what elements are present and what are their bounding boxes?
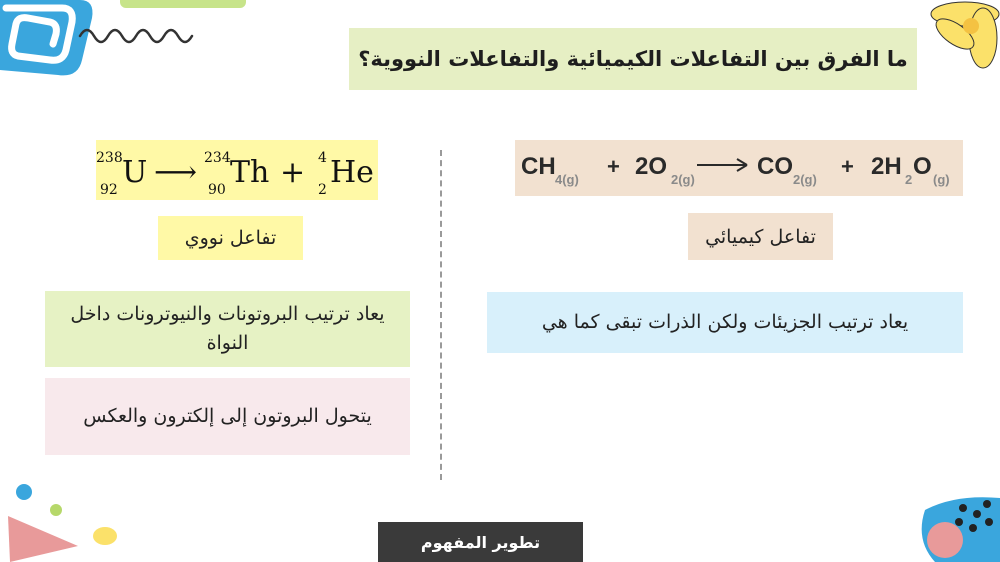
chem-term-h2: 2H xyxy=(871,153,902,180)
chemical-reaction-label-text: تفاعل كيميائي xyxy=(705,225,816,248)
u-mass: 238 xyxy=(96,150,123,166)
footer-banner xyxy=(378,522,583,562)
chem-sub-g: (g) xyxy=(933,172,950,187)
he-atomic: 2 xyxy=(318,182,327,198)
chem-term-o: O xyxy=(913,153,932,180)
chem-plus-2: + xyxy=(841,154,854,179)
nuclear-fact-rearrange xyxy=(45,291,410,367)
squiggle-icon xyxy=(78,20,196,50)
dots-blob-icon xyxy=(915,490,1000,562)
page-title-box xyxy=(349,28,917,90)
triangle-icon xyxy=(0,480,130,562)
chem-sub-h2: 2 xyxy=(905,172,913,187)
nuclear-reaction-label-text: تفاعل نووي xyxy=(184,227,277,249)
nuclear-reaction-label xyxy=(158,216,303,260)
chem-sub-o2: 2(g) xyxy=(671,172,695,187)
th-symbol: Th xyxy=(230,155,270,190)
he-mass: 4 xyxy=(318,150,327,166)
column-divider xyxy=(440,150,442,480)
nuclear-fact-rearrange-text: يعاد ترتيب البروتونات والنيوترونات داخل النواة xyxy=(70,302,385,354)
th-mass: 234 xyxy=(204,150,231,166)
u-atomic: 92 xyxy=(100,182,118,198)
chemical-fact-rearrange xyxy=(487,292,963,353)
chem-sub-ch: 4(g) xyxy=(555,172,579,187)
chem-term-co2: CO xyxy=(757,153,793,180)
chem-plus-1: + xyxy=(607,154,620,179)
chemical-equation xyxy=(515,140,963,196)
footer-label: تطوير المفهوم xyxy=(420,532,541,552)
nuclear-plus: + xyxy=(280,155,306,190)
nuclear-fact-convert-text: يتحول البروتون إلى إلكترون والعكس xyxy=(83,404,372,427)
th-atomic: 90 xyxy=(208,182,226,198)
chemical-fact-rearrange-text: يعاد ترتيب الجزيئات ولكن الذرات تبقى كما هي xyxy=(541,310,909,333)
chem-sub-co2: 2(g) xyxy=(793,172,817,187)
he-symbol: He xyxy=(330,155,374,190)
chem-term-o2: 2O xyxy=(635,153,668,180)
chemical-reaction-label xyxy=(688,213,833,260)
page-title: ما الفرق بين التفاعلات الكيميائية والتفاعلات النووية؟ xyxy=(358,47,908,71)
chem-term-ch: CH xyxy=(521,153,556,180)
green-bar xyxy=(120,0,246,8)
nuclear-fact-convert xyxy=(45,378,410,455)
nuclear-equation xyxy=(96,140,378,200)
nuclear-arrow: ⟶ xyxy=(154,155,198,190)
flower-icon xyxy=(925,0,1000,80)
u-symbol: U xyxy=(122,155,148,190)
